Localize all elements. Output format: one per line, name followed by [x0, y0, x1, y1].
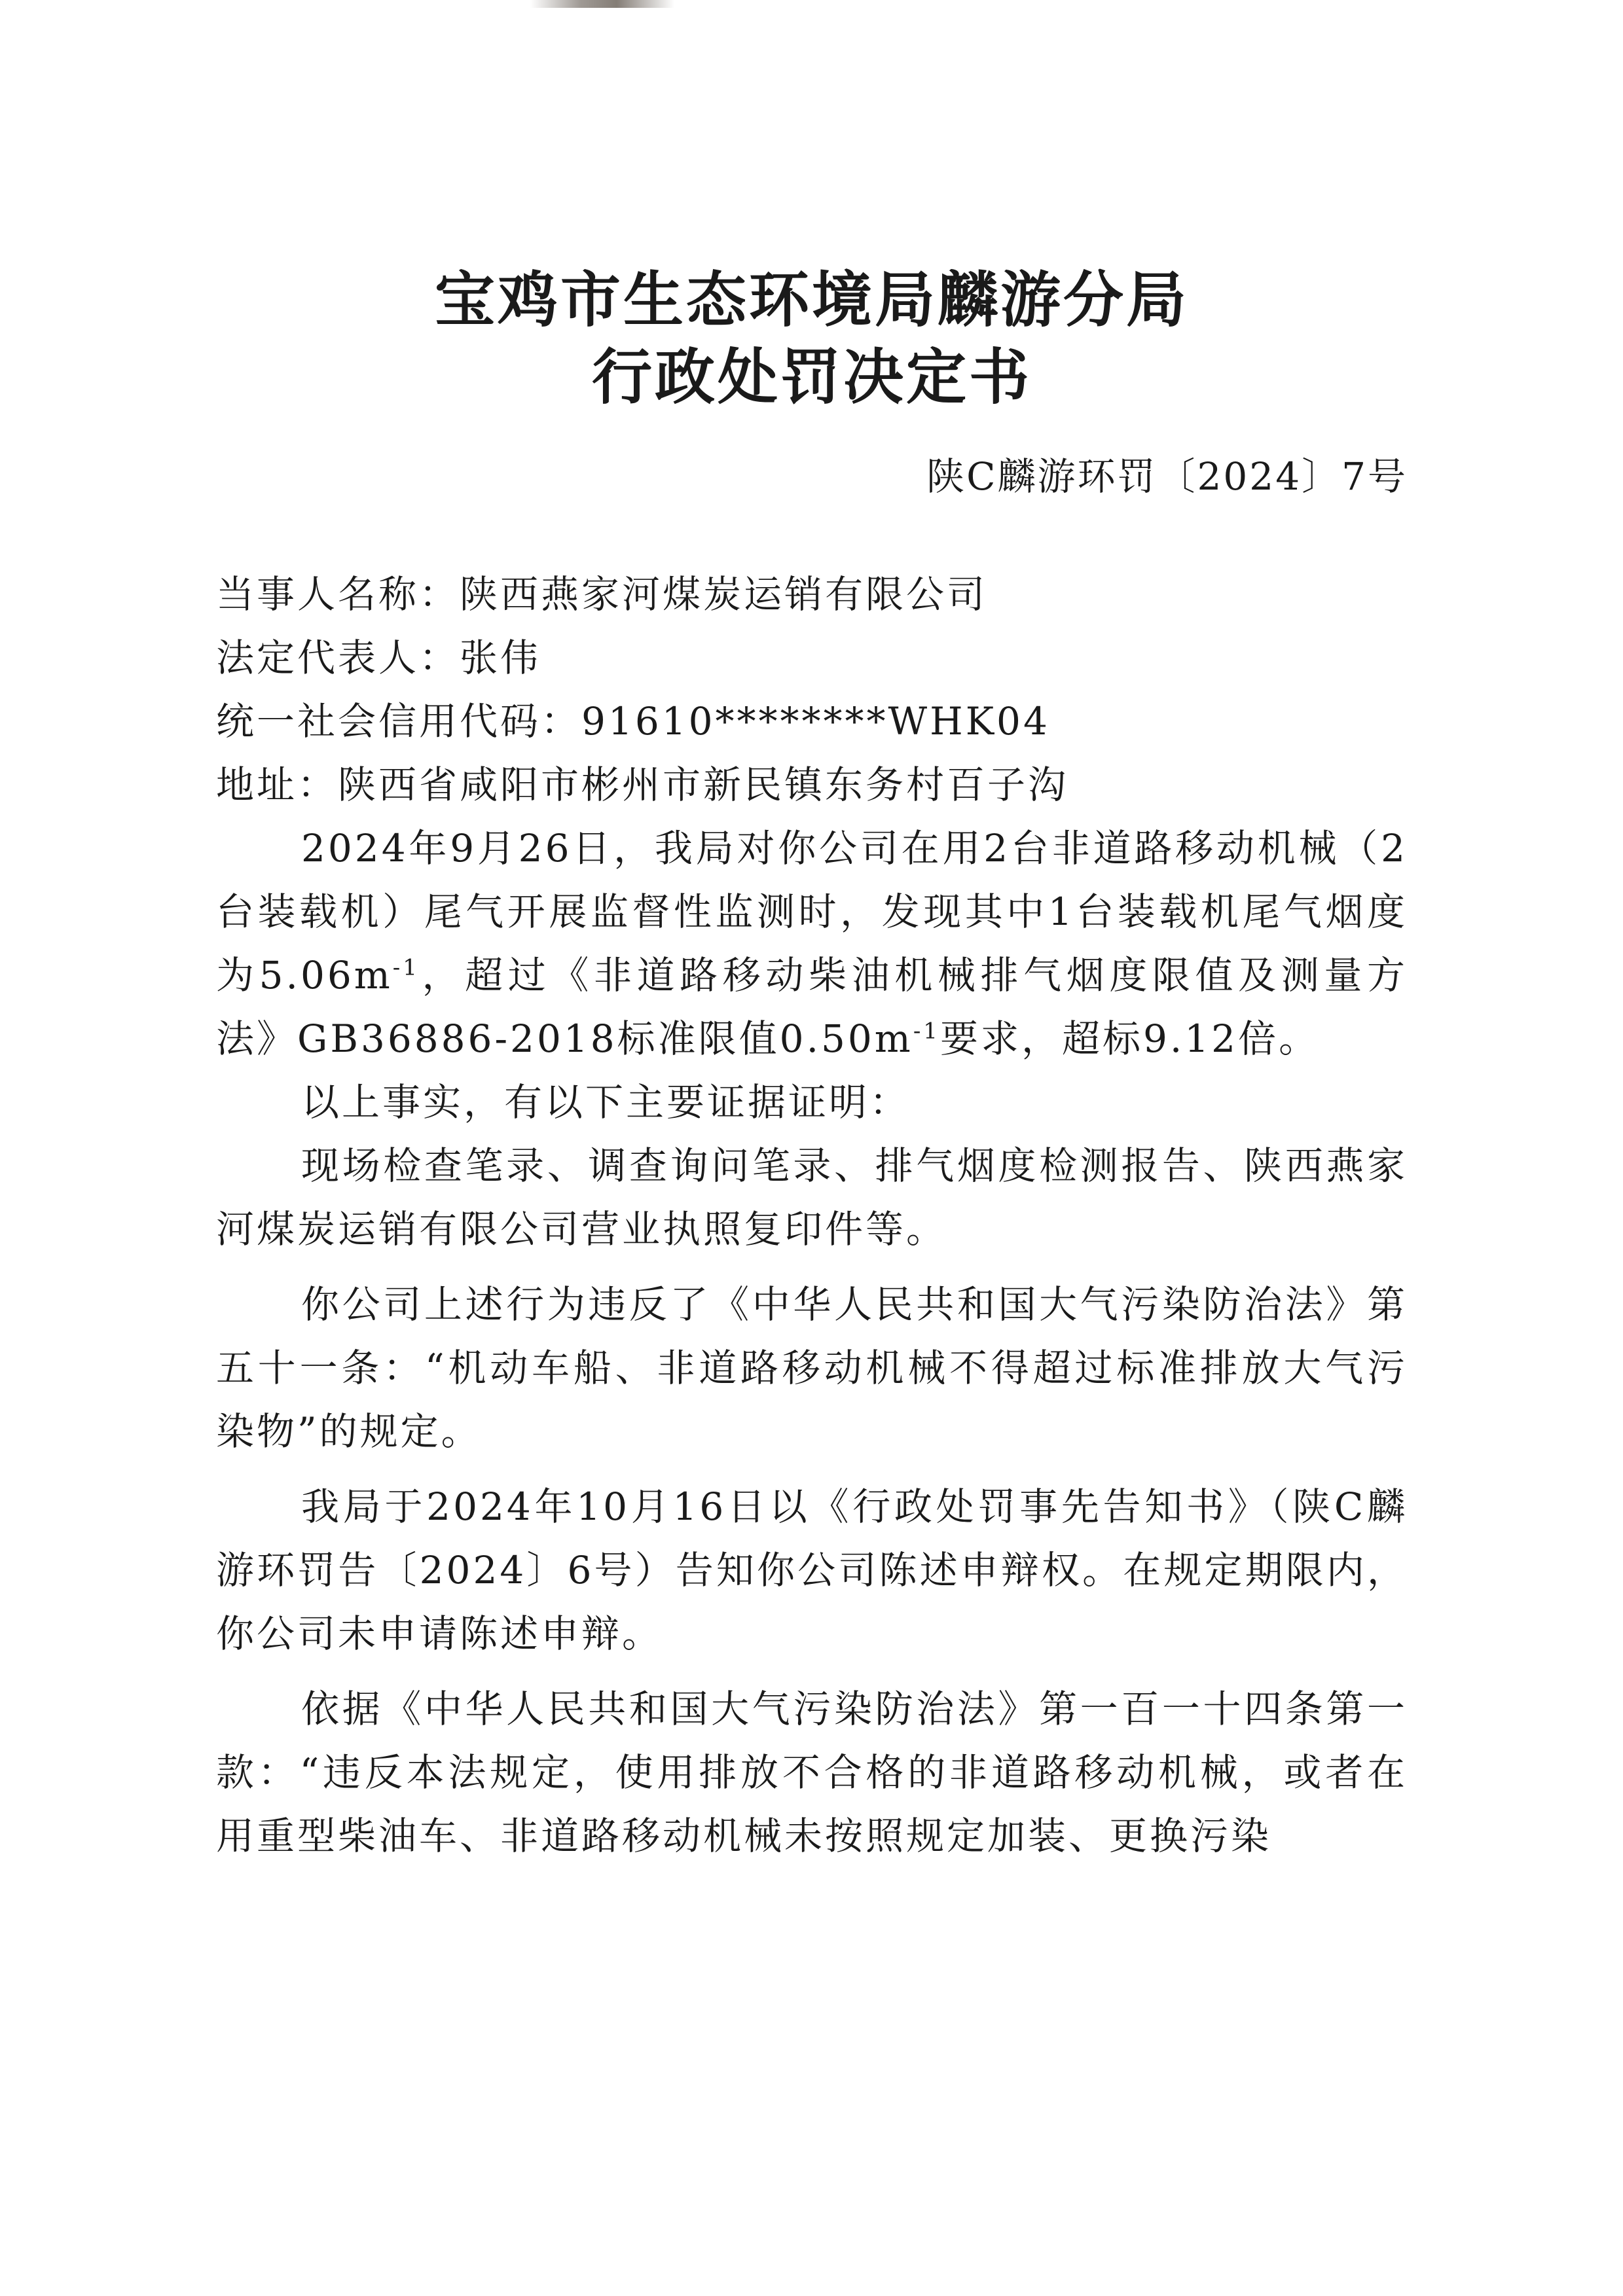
- paragraph-facts: [216, 817, 1408, 1071]
- credit-code-label: 统一社会信用代码：: [216, 699, 582, 744]
- legal-rep-value: 张伟: [460, 636, 541, 680]
- paragraph-evidence-intro: 以上事实，有以下主要证据证明：: [301, 1080, 911, 1124]
- agency-title: 宝鸡市生态环境局麟游分局: [434, 265, 1189, 335]
- document-type-title: 行政处罚决定书: [591, 342, 1032, 412]
- legal-rep-label: 法定代表人：: [216, 636, 460, 680]
- facts-text-c: 要求，超标9.12倍。: [939, 1016, 1320, 1061]
- legal-rep-row: [216, 626, 1408, 690]
- party-name-row: [216, 563, 1408, 626]
- address-value: 陕西省咸阳市彬州市新民镇东务村百子沟: [338, 762, 1069, 807]
- document-number: 陕C麟游环罚〔2024〕7号: [926, 454, 1408, 499]
- document-page: [216, 262, 1408, 1868]
- credit-code-row: [216, 690, 1408, 753]
- credit-code-value: 91610********WHK04: [581, 699, 1050, 744]
- facts-text-b: ，超过《非道路移动柴油机械排气烟度限值及测量方法》GB36886-2018标准限值0.50m: [216, 953, 1408, 1061]
- party-info: [216, 563, 1408, 817]
- facts-text-a: 2024年9月26日，我局对你公司在用2台非道路移动机械（2台装载机）尾气开展监督性监测时，发现其中1台装载机尾气烟度为5.06m: [216, 826, 1408, 997]
- party-name-value: 陕西燕家河煤炭运销有限公司: [460, 572, 988, 617]
- paragraph-violation: 你公司上述行为违反了《中华人民共和国大气污染防治法》第五十一条：“机动车船、非道路移动机械不得超过标准排放大气污染物”的规定。: [216, 1282, 1408, 1454]
- scan-edge-mark: [530, 0, 674, 8]
- paragraph-evidence-list: 现场检查笔录、调查询问笔录、排气烟度检测报告、陕西燕家河煤炭运销有限公司营业执照复印件等。: [216, 1143, 1408, 1251]
- address-label: 地址：: [216, 762, 338, 807]
- paragraph-legal-basis: 依据《中华人民共和国大气污染防治法》第一百一十四条第一款：“违反本法规定，使用排放不合格的非道路移动机械，或者在用重型柴油车、非道路移动机械未按照规定加装、更换污染: [216, 1687, 1408, 1858]
- address-row: [216, 753, 1408, 817]
- unit-superscript-1: -1: [392, 954, 420, 981]
- paragraph-prior-notice: 我局于2024年10月16日以《行政处罚事先告知书》（陕C麟游环罚告〔2024〕6号）告知你公司陈述申辩权。在规定期限内，你公司未申请陈述申辩。: [216, 1484, 1408, 1656]
- party-name-label: 当事人名称：: [216, 572, 460, 617]
- unit-superscript-2: -1: [913, 1018, 940, 1045]
